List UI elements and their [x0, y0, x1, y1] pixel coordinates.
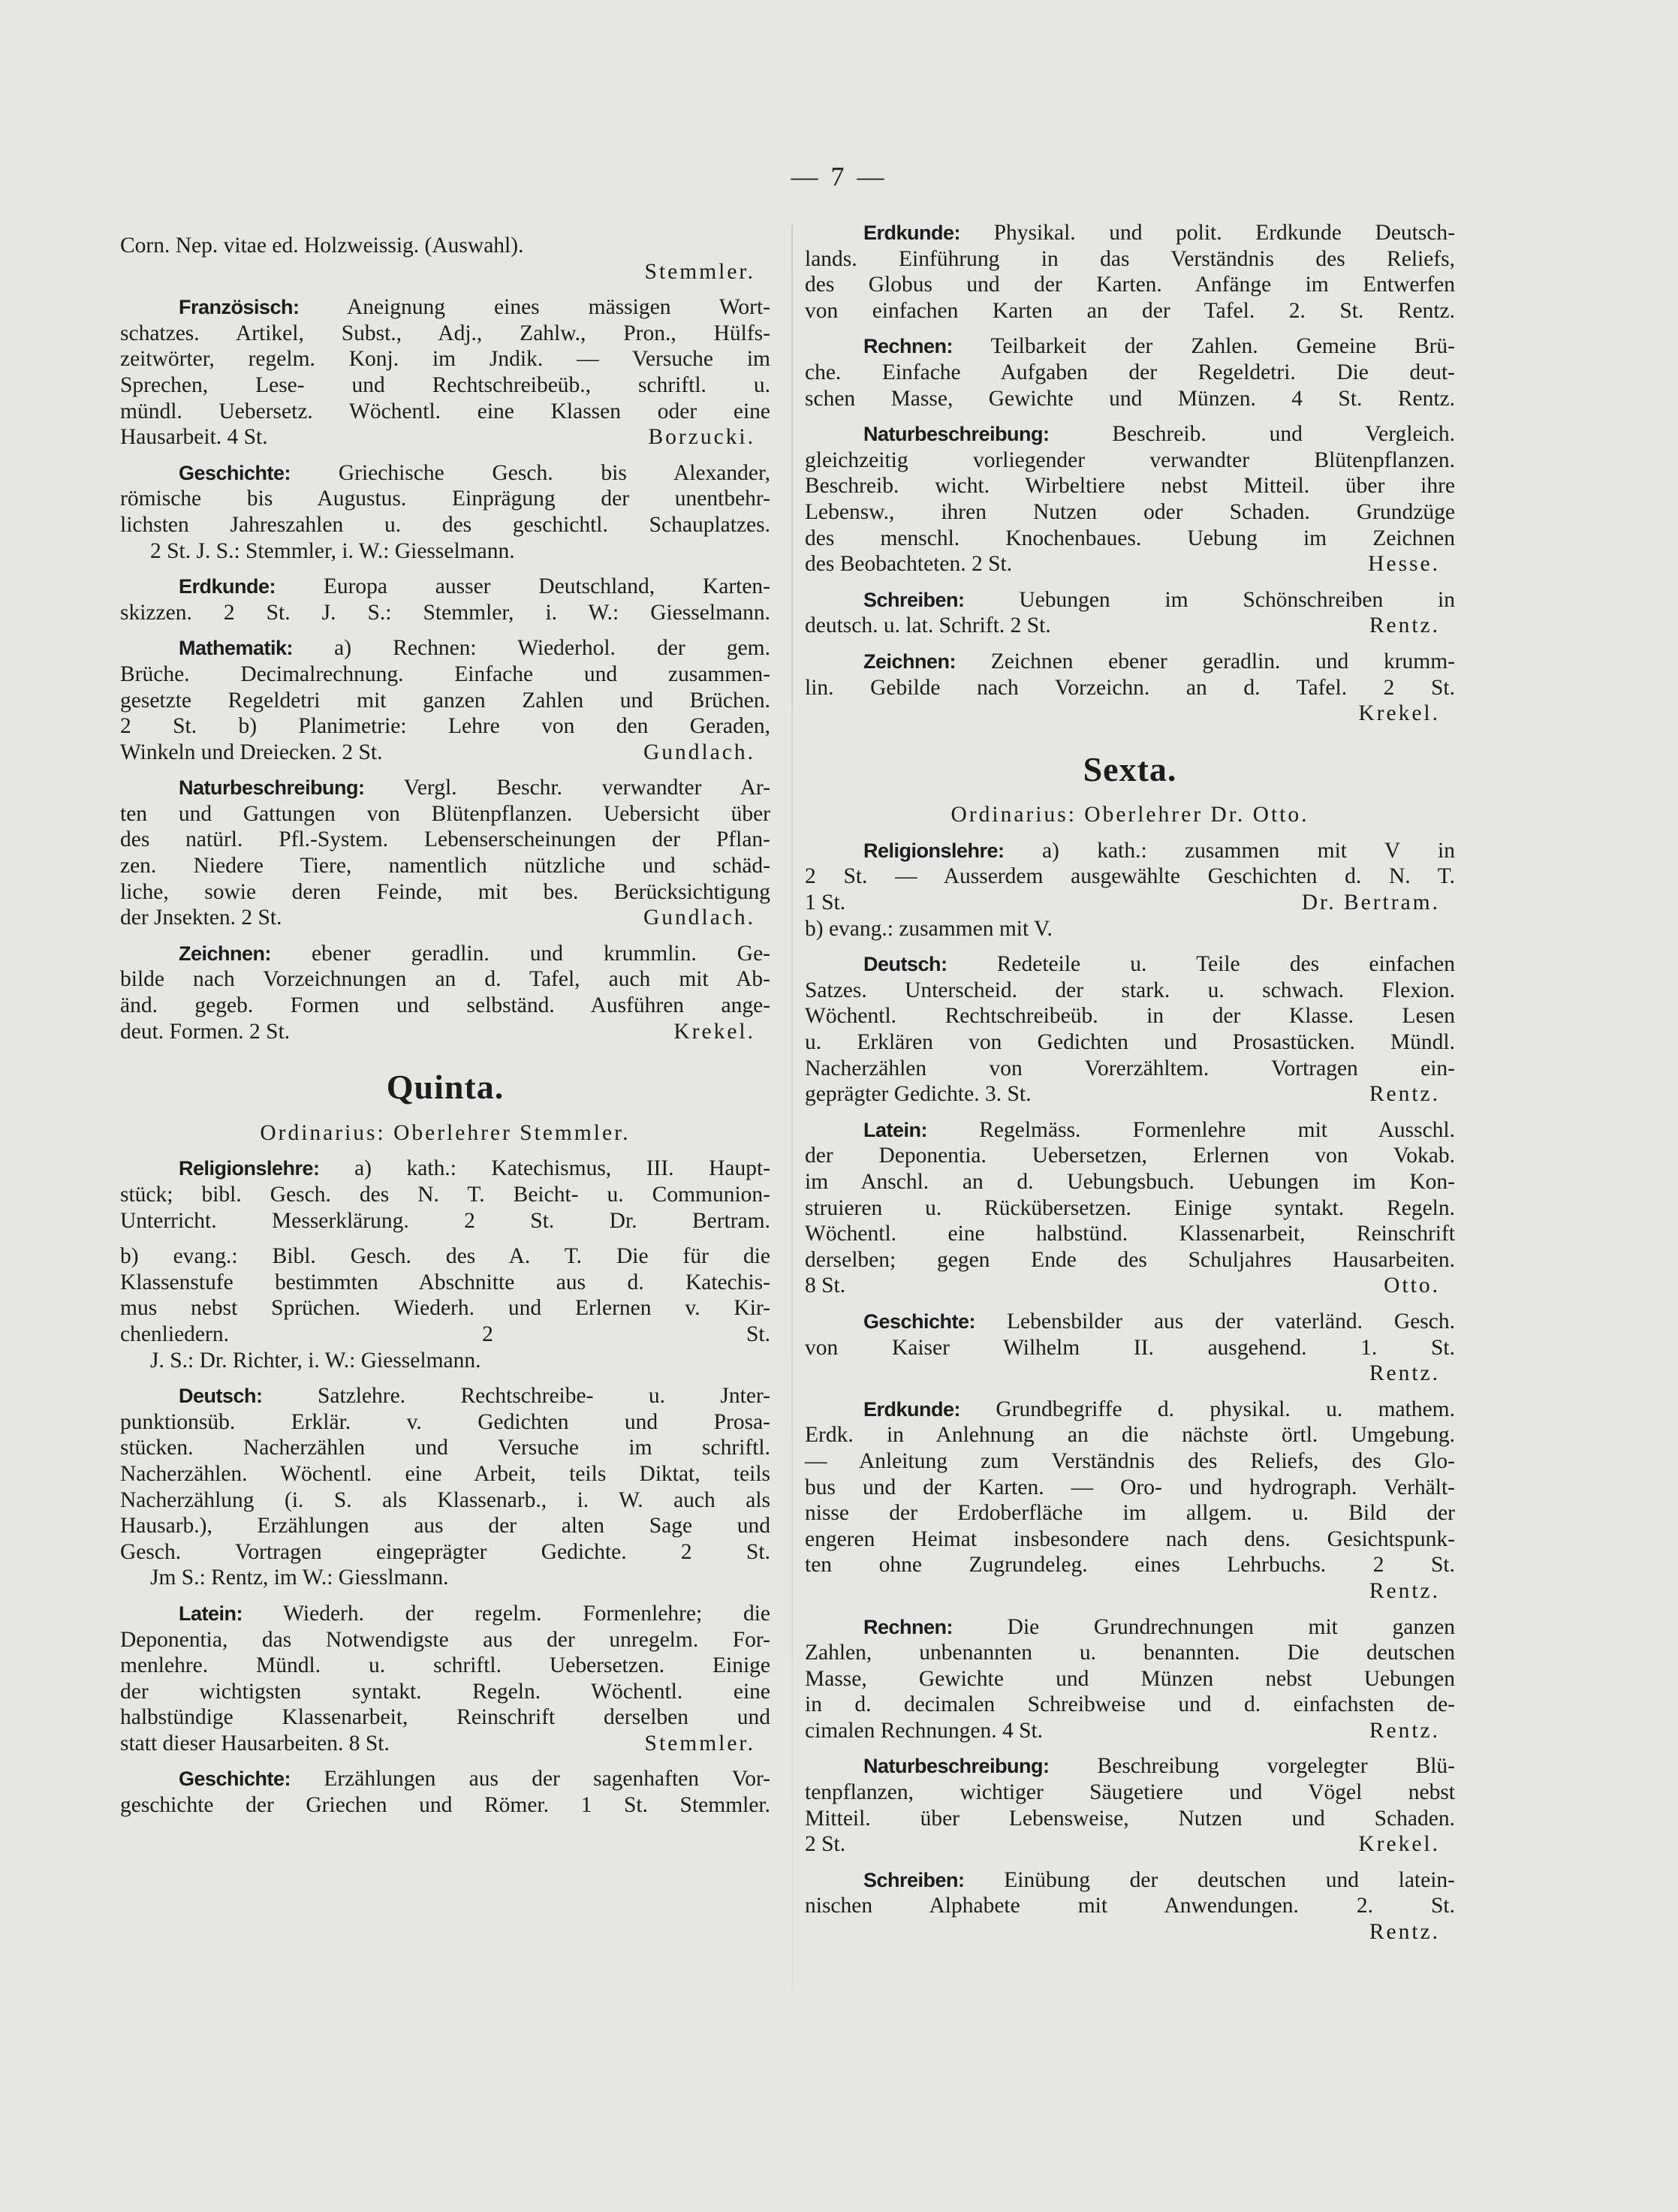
signature-line: Rentz.	[1369, 1920, 1440, 1945]
line-text: mündl. Uebersetz. Wöchentl. eine Klassen oder eine	[120, 399, 770, 423]
line-text: Corn. Nep. vitae ed. Holzweissig. (Auswahl).	[120, 234, 524, 258]
line-text: tenpflanzen, wichtiger Säugetiere und Vögel nebst	[805, 1780, 1455, 1805]
line-text: Erdk. in Anlehnung an die nächste örtl. Umgebung.	[805, 1423, 1455, 1448]
line-text: 2 St. J. S.: Stemmler, i. W.: Giesselmann.	[150, 538, 515, 563]
text-line	[805, 1526, 1455, 1553]
line-text: der Jnsekten. 2 St.	[120, 906, 282, 930]
teacher-name: Gundlach.	[643, 906, 755, 930]
line-text: bilde nach Vorzeichnungen an d. Tafel, auch mit Ab-	[120, 967, 770, 992]
subject-heading: Französisch:	[179, 296, 300, 319]
line-text: nisse der Erdoberfläche im allgem. u. Bild der	[805, 1501, 1455, 1526]
line-text: Mitteil. über Lebensweise, Nutzen und Schaden.	[805, 1806, 1455, 1831]
line-text: ebener geradlin. und krummlin. Ge-	[312, 941, 770, 966]
line-text: Wöchentl. eine halbstünd. Klassenarbeit, Reinschrift	[805, 1222, 1455, 1246]
text-line	[805, 649, 1455, 675]
text-line	[120, 1435, 770, 1461]
line-text: der wichtigsten syntakt. Regeln. Wöchentl. eine	[120, 1679, 770, 1704]
line-text: stück; bibl. Gesch. des N. T. Beicht- u. Communion-	[120, 1183, 770, 1207]
line-text: änd. gegeb. Formen und selbständ. Ausführen ange-	[120, 993, 770, 1018]
line-text: deutsch. u. lat. Schrift. 2 St.	[805, 613, 1051, 638]
paragraph	[120, 941, 770, 1044]
line-text: des Beobachteten. 2 St.	[805, 552, 1013, 577]
line-text: Nacherzählen von Vorerzähltem. Vortragen ein-	[805, 1056, 1455, 1080]
line-text: zen. Niedere Tiere, namentlich nützliche und schäd-	[120, 854, 770, 878]
text-line	[120, 233, 770, 259]
right-column	[805, 220, 1455, 1945]
paragraph	[805, 421, 1455, 577]
teacher-name: Borzucki.	[648, 425, 755, 450]
text-line	[120, 661, 770, 688]
line-text: Beschreib. und Vergleich.	[1112, 422, 1456, 447]
text-line	[120, 1383, 770, 1409]
line-text: Einübung der deutschen und latein-	[1004, 1867, 1455, 1892]
line-text: lands. Einführung in das Verständnis des Reliefs,	[805, 246, 1455, 271]
teacher-name: Krekel.	[673, 1019, 755, 1044]
text-line	[120, 1461, 770, 1487]
text-line	[805, 1614, 1455, 1641]
line-text: gleichzeitig vorliegender verwandter Blütenpflanzen.	[805, 448, 1455, 472]
line-text: a) Rechnen: Wiederhol. der gem.	[334, 636, 771, 661]
line-text: Deponentia, das Notwendigste aus der unregelm. For-	[120, 1627, 770, 1652]
line-text: 8 St.	[805, 1273, 846, 1298]
text-line	[805, 1335, 1455, 1361]
subject-heading: Latein:	[863, 1118, 928, 1141]
line-text: 2 St. — Ausserdem ausgewählte Geschichten d. N. T.	[805, 864, 1455, 889]
text-line	[805, 1666, 1455, 1692]
signature-line	[120, 1731, 770, 1757]
text-line	[120, 801, 770, 827]
text-line	[120, 993, 770, 1019]
line-text: Masse, Gewichte und Münzen nebst Uebungen	[805, 1666, 1455, 1691]
line-text: Unterricht. Messerklärung. 2 St. Dr. Bertram.	[120, 1208, 770, 1233]
text-line	[805, 333, 1455, 360]
line-text: Wöchentl. Rechtschreibeüb. in der Klasse. Lesen	[805, 1004, 1455, 1029]
line-text: engeren Heimat insbesondere nach dens. Gesichtspunk-	[805, 1526, 1455, 1551]
paragraph	[120, 259, 770, 285]
text-line	[120, 941, 770, 967]
signature-line	[805, 551, 1455, 577]
text-line	[120, 1348, 770, 1374]
teacher-name: Rentz.	[1369, 613, 1440, 638]
text-line	[120, 460, 770, 487]
text-line	[805, 1780, 1455, 1806]
text-line	[120, 399, 770, 425]
line-text: Brüche. Decimalrechnung. Einfache und zusammen-	[120, 661, 770, 686]
paragraph	[805, 649, 1455, 727]
teacher-name: Dr. Bertram.	[1301, 891, 1440, 915]
teacher-name: Stemmler.	[644, 1731, 755, 1755]
text-line	[120, 775, 770, 801]
text-line	[805, 1448, 1455, 1475]
text-line	[805, 360, 1455, 386]
signature-line	[805, 1081, 1455, 1108]
subject-heading: Schreiben:	[863, 1868, 965, 1891]
subject-heading: Erdkunde:	[863, 1397, 961, 1421]
subject-heading: Schreiben:	[863, 588, 965, 611]
text-line	[805, 1169, 1455, 1195]
line-text: struieren u. Rückübersetzen. Einige syntakt. Regeln.	[805, 1195, 1455, 1220]
line-text: Teilbarkeit der Zahlen. Gemeine Brü-	[990, 334, 1456, 359]
subject-heading: Erdkunde:	[863, 222, 961, 244]
line-text: von einfachen Karten an der Tafel. 2. St. Rentz.	[805, 298, 1455, 323]
line-text: lin. Gebilde nach Vorzeichn. an d. Tafel. 2 St.	[805, 675, 1455, 700]
line-text: ten ohne Zugrundeleg. eines Lehrbuchs. 2 St.	[805, 1553, 1455, 1578]
line-text: Satzes. Unterscheid. der stark. u. schwach. Flexion.	[805, 978, 1455, 1002]
line-text: a) kath.: Katechismus, III. Haupt-	[354, 1156, 770, 1181]
line-text: Griechische Gesch. bis Alexander,	[338, 460, 770, 485]
line-text: schen Masse, Gewichte und Münzen. 4 St. Rentz.	[805, 386, 1455, 411]
text-line	[805, 1753, 1455, 1780]
line-text: des menschl. Knochenbaues. Uebung im Zeichnen	[805, 526, 1455, 550]
line-text: — Anleitung zum Verständnis des Reliefs, des Glo-	[805, 1448, 1455, 1473]
text-line	[805, 1309, 1455, 1335]
line-text: punktionsüb. Erklär. v. Gedichten und Prosa-	[120, 1409, 770, 1434]
text-line	[805, 272, 1455, 298]
text-line	[805, 1003, 1455, 1029]
line-text: des Globus und der Karten. Anfänge im Entwerfen	[805, 273, 1455, 297]
text-line	[120, 1182, 770, 1208]
line-text: des natürl. Pfl.-System. Lebenserscheinungen der Pflan-	[120, 827, 770, 852]
text-line	[805, 1692, 1455, 1718]
teacher-name: Rentz.	[1369, 1082, 1440, 1107]
subject-heading: Rechnen:	[863, 1615, 953, 1638]
text-line	[120, 1627, 770, 1653]
text-line	[805, 1117, 1455, 1144]
line-text: zeitwörter, regelm. Konj. im Jndik. — Versuche im	[120, 347, 770, 372]
subject-heading: Naturbeschreibung:	[179, 776, 365, 800]
text-line	[805, 421, 1455, 448]
line-text: ten und Gattungen von Blütenpflanzen. Uebersicht über	[120, 801, 770, 826]
line-text: a) kath.: zusammen mit V in	[1041, 838, 1456, 863]
paragraph	[120, 1243, 770, 1373]
paragraph	[120, 635, 770, 765]
line-text: schatzes. Artikel, Subst., Adj., Zahlw., Pron., Hülfs-	[120, 321, 770, 345]
line-text: von Kaiser Wilhelm II. ausgehend. 1. St.	[805, 1335, 1455, 1360]
line-text: derselben; gegen Ende des Schuljahres Hausarbeiten.	[805, 1247, 1455, 1272]
subject-heading: Naturbeschreibung:	[863, 423, 1050, 446]
signature-line	[805, 1273, 1455, 1299]
line-text: Hausarbeit. 4 St.	[120, 425, 268, 450]
text-line	[805, 675, 1455, 701]
subject-heading: Religionslehre:	[179, 1157, 320, 1180]
line-text: b) evang.: zusammen mit V.	[805, 916, 1053, 941]
signature-line	[120, 1019, 770, 1045]
teacher-name: Rentz.	[1369, 1718, 1440, 1743]
text-line	[120, 1792, 770, 1819]
line-text: der Deponentia. Uebersetzen, Erlernen von Vokab.	[805, 1144, 1455, 1168]
line-text: Die Grundrechnungen mit ganzen	[1007, 1614, 1456, 1639]
line-text: geprägter Gedichte. 3. St.	[805, 1082, 1032, 1107]
text-line	[805, 1806, 1455, 1832]
column-divider	[791, 225, 793, 1990]
paragraph	[805, 1117, 1455, 1299]
subject-heading: Rechnen:	[863, 335, 953, 358]
signature-line	[805, 1718, 1455, 1744]
line-text: Lebensw., ihren Nutzen oder Schaden. Grundzüge	[805, 499, 1455, 524]
text-line	[805, 1893, 1455, 1919]
line-text: Sprechen, Lese- und Rechtschreibeüb., schriftl. u.	[120, 372, 770, 397]
line-text: Hausarb.), Erzählungen aus der alten Sage und	[120, 1514, 770, 1538]
teacher-name: Hesse.	[1368, 552, 1440, 577]
line-text: mus nebst Sprüchen. Wiederh. und Erlernen v. Kir-	[120, 1296, 770, 1321]
line-text: Regelmäss. Formenlehre mit Ausschl.	[979, 1117, 1455, 1142]
line-text: che. Einfache Aufgaben der Regeldetri. Die deut-	[805, 360, 1455, 384]
line-text: Vergl. Beschr. verwandter Ar-	[403, 776, 770, 800]
line-text: Physikal. und polit. Erdkunde Deutsch-	[993, 221, 1456, 245]
text-line	[120, 1409, 770, 1436]
text-line	[120, 1704, 770, 1731]
line-text: 2 St.	[805, 1832, 846, 1857]
subject-heading: Geschichte:	[179, 1767, 291, 1791]
left-column	[120, 233, 770, 1819]
text-line	[805, 978, 1455, 1004]
text-line	[805, 1640, 1455, 1666]
text-line	[805, 587, 1455, 613]
paragraph	[120, 1383, 770, 1591]
text-line	[120, 827, 770, 853]
ordinarius-line: Ordinarius: Oberlehrer Stemmler.	[260, 1120, 631, 1145]
text-line	[805, 951, 1455, 978]
line-text: Winkeln und Dreiecken. 2 St.	[120, 740, 383, 764]
text-line	[120, 853, 770, 879]
line-text: lichsten Jahreszahlen u. des geschichtl. Schauplatzes.	[120, 512, 770, 537]
line-text: römische bis Augustus. Einprägung der unentbehr-	[120, 487, 770, 511]
paragraph	[805, 587, 1455, 639]
paragraph	[120, 1156, 770, 1234]
text-line	[120, 1156, 770, 1182]
signature-line: Rentz.	[1369, 1361, 1440, 1386]
line-text: Grundbegriffe d. physikal. u. mathem.	[996, 1397, 1455, 1421]
paragraph	[805, 951, 1455, 1108]
subject-heading: Geschichte:	[179, 461, 291, 484]
signature-line	[120, 905, 770, 931]
line-text: bus und der Karten. — Oro- und hydrograph. Verhält-	[805, 1475, 1455, 1499]
line-text: menlehre. Mündl. u. schriftl. Uebersetzen. Einige	[120, 1653, 770, 1678]
subject-heading: Zeichnen:	[863, 649, 956, 673]
text-line	[120, 1270, 770, 1296]
line-text: skizzen. 2 St. J. S.: Stemmler, i. W.: Giesselmann.	[120, 600, 770, 625]
text-line	[805, 1422, 1455, 1448]
paragraph	[120, 574, 770, 625]
text-line	[120, 1208, 770, 1234]
line-text: deut. Formen. 2 St.	[120, 1019, 291, 1044]
subject-heading: Naturbeschreibung:	[863, 1755, 1050, 1778]
line-text: Zeichnen ebener geradlin. und krumm-	[990, 649, 1456, 674]
text-line	[805, 448, 1455, 474]
paragraph	[805, 1397, 1455, 1605]
text-line	[120, 635, 770, 661]
line-text: cimalen Rechnungen. 4 St.	[805, 1718, 1044, 1743]
subject-heading: Religionslehre:	[863, 839, 1005, 862]
text-line	[805, 386, 1455, 412]
line-text: Gesch. Vortragen eingeprägter Gedichte. 2 St.	[120, 1539, 770, 1564]
text-line	[120, 346, 770, 372]
line-text: u. Erklären von Gedichten und Prosastücken. Mündl.	[805, 1030, 1455, 1055]
paragraph	[805, 333, 1455, 411]
line-text: chenliedern. 2 St.	[120, 1321, 770, 1346]
line-text: Uebungen im Schönschreiben in	[1019, 587, 1455, 612]
line-text: Aneignung eines mässigen Wort-	[346, 295, 770, 320]
line-text: 1 St.	[805, 891, 846, 915]
text-line	[120, 600, 770, 626]
text-line	[805, 1247, 1455, 1273]
line-text: b) evang.: Bibl. Gesch. des A. T. Die für die	[120, 1244, 770, 1269]
text-line	[120, 1487, 770, 1514]
line-text: geschichte der Griechen und Römer. 1 St. Stemmler.	[120, 1793, 770, 1818]
line-text: Erzählungen aus der sagenhaften Vor-	[324, 1767, 770, 1792]
text-line	[120, 538, 770, 565]
text-line	[120, 1539, 770, 1566]
signature-line	[805, 1831, 1455, 1858]
text-line	[120, 966, 770, 993]
line-text: Europa ausser Deutschland, Karten-	[323, 574, 771, 599]
line-text: J. S.: Dr. Richter, i. W.: Giesselmann.	[150, 1348, 481, 1373]
signature-line	[805, 890, 1455, 916]
line-text: Klassenstufe bestimmten Abschnitte aus d. Katechis-	[120, 1270, 770, 1294]
paragraph	[805, 1753, 1455, 1857]
text-line	[120, 294, 770, 321]
subject-heading: Geschichte:	[863, 1309, 976, 1333]
paragraph	[120, 1601, 770, 1757]
text-line	[805, 1475, 1455, 1501]
subject-heading: Latein:	[179, 1602, 243, 1625]
text-line	[120, 1766, 770, 1792]
line-text: Beschreib. wicht. Wirbeltiere nebst Mitteil. über ihre	[805, 474, 1455, 499]
text-line	[120, 1513, 770, 1539]
page-number: — 7 —	[791, 161, 887, 191]
line-text: Zahlen, unbenannten u. benannten. Die deutschen	[805, 1641, 1455, 1665]
paragraph	[120, 460, 770, 564]
subject-heading: Zeichnen:	[179, 942, 272, 965]
text-line	[120, 1321, 770, 1348]
paragraph	[805, 1614, 1455, 1744]
line-text: 2 St. b) Planimetrie: Lehre von den Geraden,	[120, 714, 770, 739]
text-line	[120, 688, 770, 714]
text-line	[805, 499, 1455, 526]
line-text: gesetzte Regeldetri mit ganzen Zahlen und Brüchen.	[120, 688, 770, 713]
text-line	[805, 298, 1455, 324]
text-line	[805, 1143, 1455, 1169]
section-title: Quinta.	[386, 1068, 505, 1107]
text-line	[120, 512, 770, 538]
line-text: Satzlehre. Rechtschreibe- u. Jnter-	[317, 1384, 770, 1409]
line-text: Beschreibung vorgelegter Blü-	[1097, 1754, 1455, 1779]
section-title: Sexta.	[1083, 749, 1177, 788]
line-text: nischen Alphabete mit Anwendungen. 2. St.	[805, 1894, 1455, 1918]
text-line	[120, 1679, 770, 1705]
text-line	[120, 1601, 770, 1627]
text-line	[805, 916, 1455, 942]
paragraph	[805, 1867, 1455, 1945]
text-line	[120, 713, 770, 740]
text-line	[805, 838, 1455, 864]
text-line	[805, 526, 1455, 552]
line-text: in d. decimalen Schreibweise und d. einfachsten de-	[805, 1692, 1455, 1717]
subject-heading: Mathematik:	[179, 637, 294, 660]
signature-line	[120, 740, 770, 766]
text-line	[120, 372, 770, 399]
subject-heading: Deutsch:	[863, 953, 947, 976]
text-line	[120, 1653, 770, 1679]
text-line	[805, 1397, 1455, 1423]
line-text: Lebensbilder aus der vaterländ. Gesch.	[1007, 1309, 1455, 1334]
line-text: halbstündige Klassenarbeit, Reinschrift derselben und	[120, 1705, 770, 1730]
text-line	[120, 321, 770, 347]
text-line	[805, 1221, 1455, 1247]
text-line	[805, 1195, 1455, 1222]
teacher-name: Otto.	[1384, 1273, 1440, 1298]
paragraph	[120, 775, 770, 931]
text-line	[805, 863, 1455, 890]
teacher-name: Gundlach.	[643, 740, 755, 764]
paragraph	[120, 233, 770, 259]
text-line	[120, 574, 770, 600]
paragraph	[120, 294, 770, 451]
text-line	[805, 473, 1455, 499]
teacher-name: Krekel.	[1358, 1832, 1440, 1857]
line-text: Redeteile u. Teile des einfachen	[996, 952, 1455, 977]
line-text: statt dieser Hausarbeiten. 8 St.	[120, 1731, 390, 1755]
text-line	[120, 1295, 770, 1321]
text-line	[805, 1029, 1455, 1056]
line-text: Nacherzählung (i. S. als Klassenarb., i. W. auch als	[120, 1487, 770, 1512]
text-line	[805, 246, 1455, 273]
paragraph	[805, 838, 1455, 942]
ordinarius-line: Ordinarius: Oberlehrer Dr. Otto.	[950, 803, 1309, 827]
paragraph	[805, 1309, 1455, 1387]
line-text: liche, sowie deren Feinde, mit bes. Berücksichtigung	[120, 879, 770, 904]
subject-heading: Deutsch:	[179, 1385, 263, 1408]
paragraph	[805, 220, 1455, 324]
signature-line: Rentz.	[1369, 1578, 1440, 1603]
text-line	[805, 1867, 1455, 1894]
line-text: stücken. Nacherzählen und Versuche im schriftl.	[120, 1436, 770, 1460]
line-text: Jm S.: Rentz, im W.: Giesslmann.	[150, 1566, 449, 1590]
text-line	[120, 486, 770, 512]
text-line	[805, 220, 1455, 246]
text-line	[805, 1552, 1455, 1578]
signature-line: Stemmler.	[644, 259, 755, 284]
paragraph	[120, 1766, 770, 1818]
signature-line: Krekel.	[1358, 701, 1440, 726]
text-line	[120, 1565, 770, 1591]
line-text: im Anschl. an d. Uebungsbuch. Uebungen im Kon-	[805, 1170, 1455, 1194]
signature-line	[120, 424, 770, 451]
text-line	[120, 1243, 770, 1270]
subject-heading: Erdkunde:	[179, 575, 276, 598]
line-text: Nacherzählen. Wöchentl. eine Arbeit, teils Diktat, teils	[120, 1461, 770, 1486]
line-text: Wiederh. der regelm. Formenlehre; die	[283, 1601, 771, 1626]
text-line	[120, 879, 770, 906]
text-line	[805, 1056, 1455, 1082]
signature-line	[805, 613, 1455, 639]
text-line	[805, 1500, 1455, 1526]
